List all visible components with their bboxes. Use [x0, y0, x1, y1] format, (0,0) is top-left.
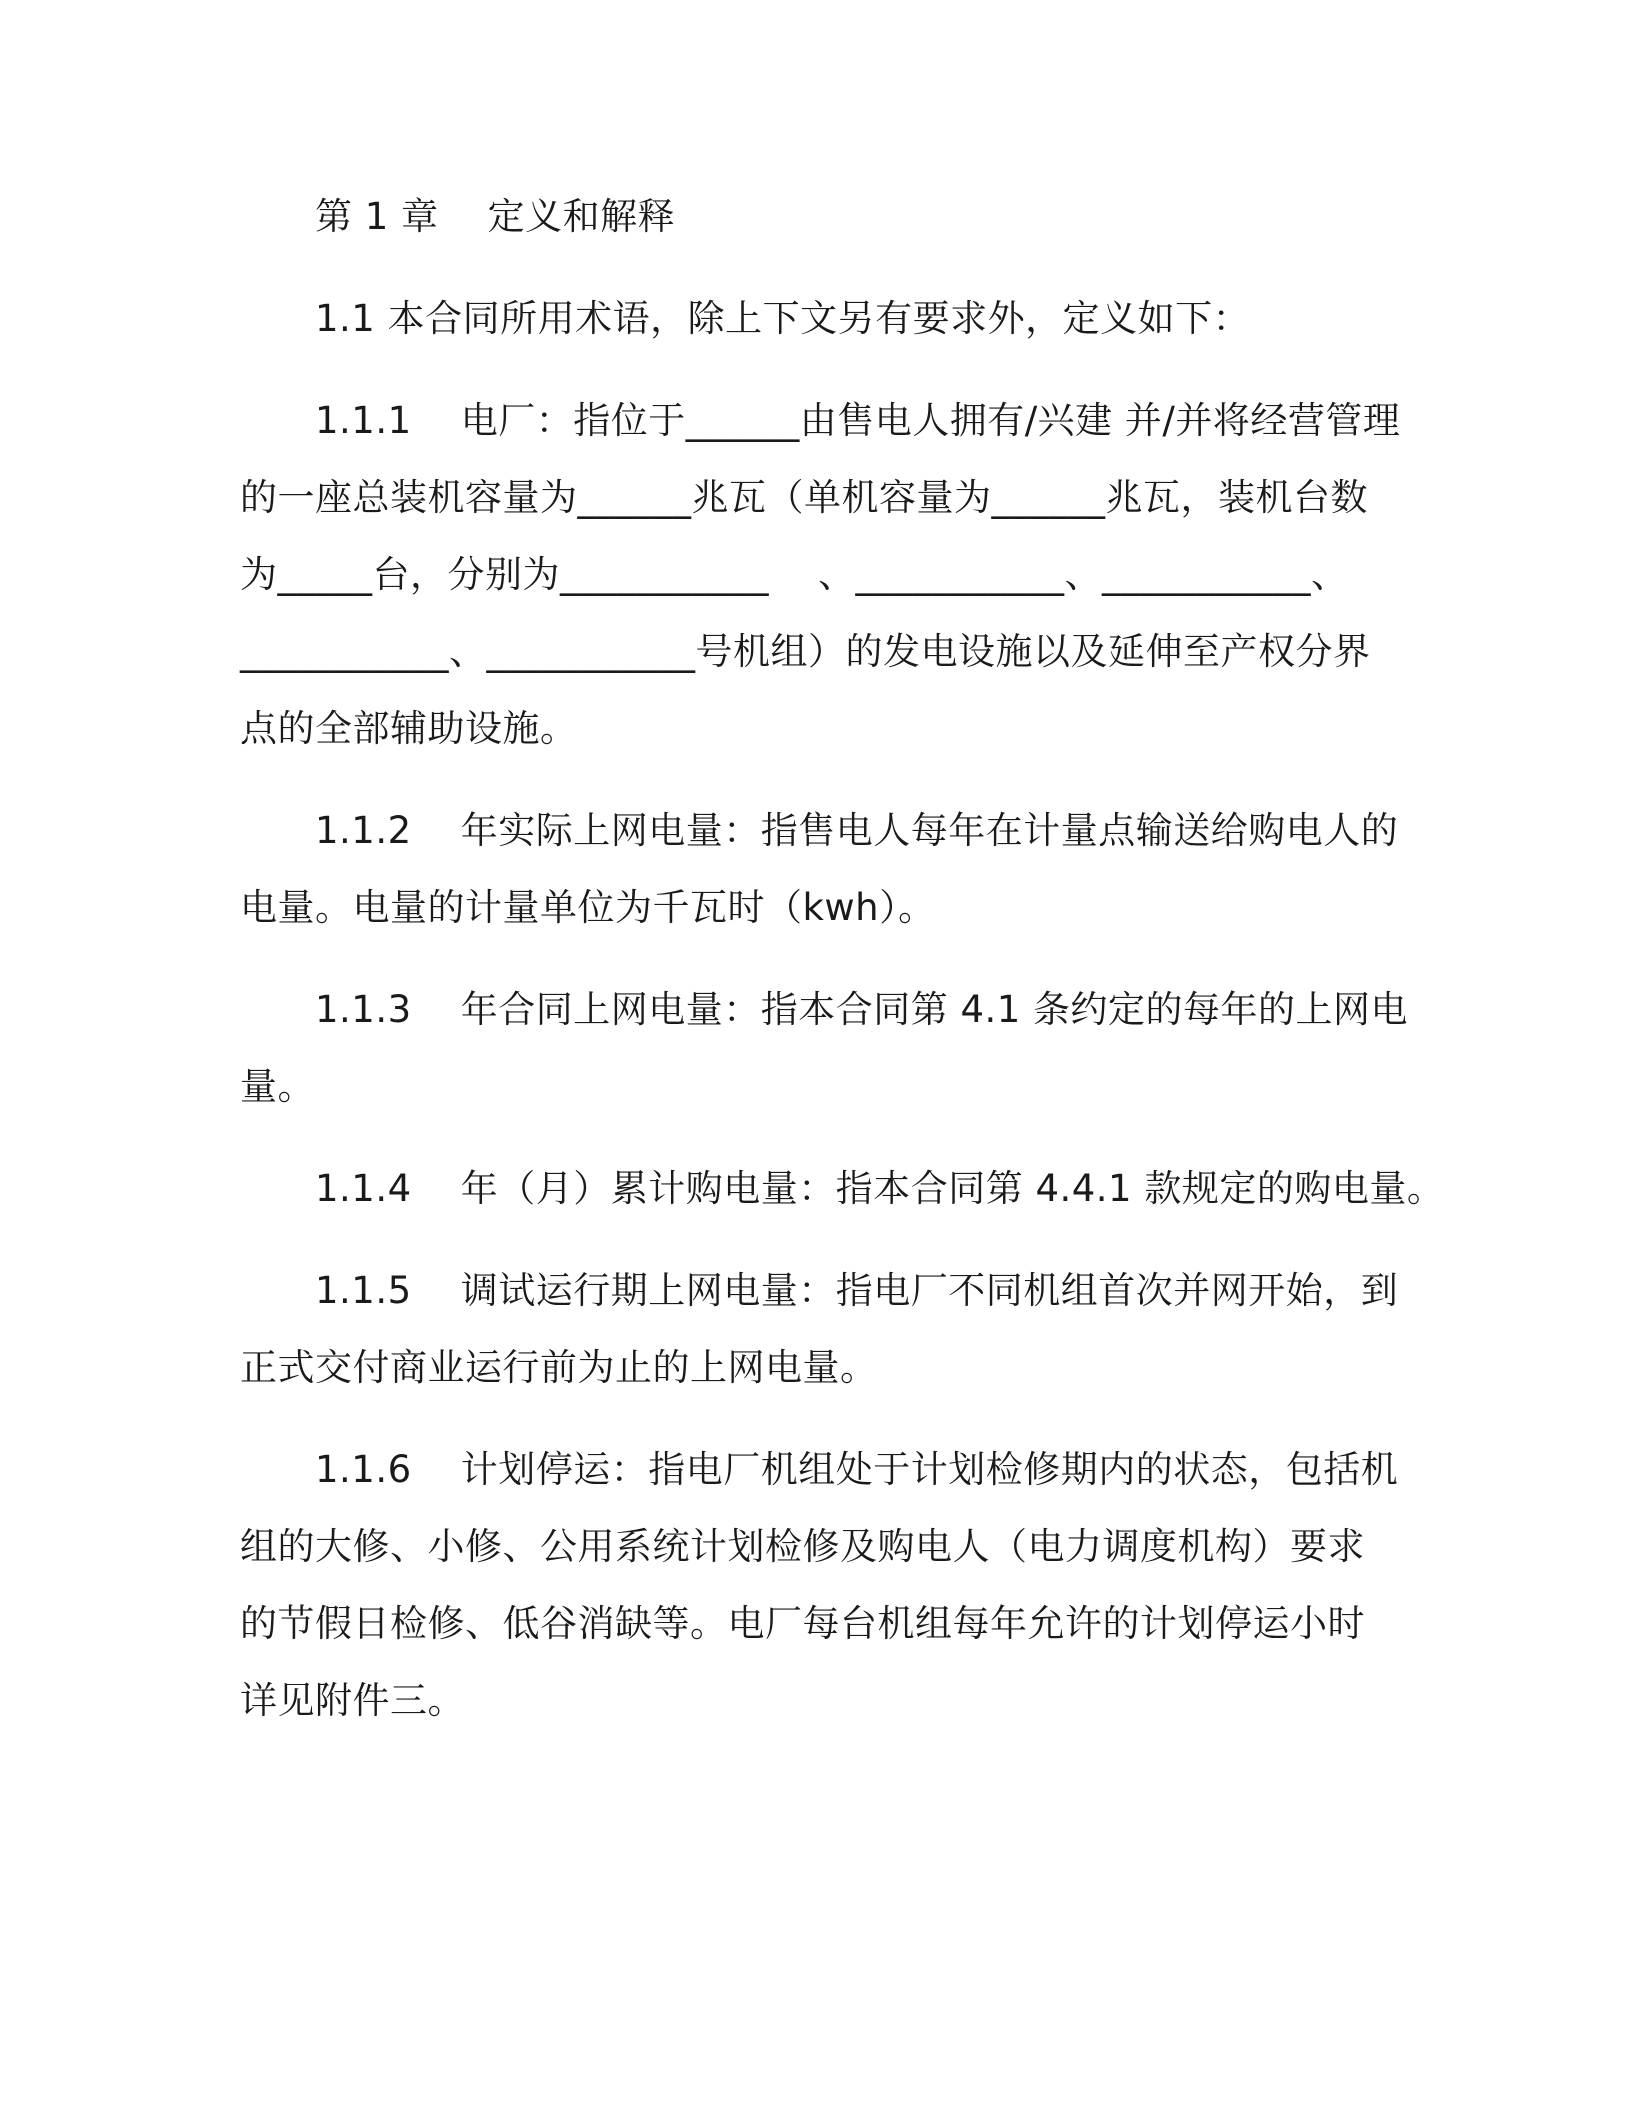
clause-1-1-1-line-5: 点的全部辅助设施。: [240, 707, 578, 750]
clause-1-1-6-line-3: 的节假日检修、低谷消缺等。电厂每台机组每年允许的计划停运小时: [240, 1602, 1365, 1645]
clause-1-1-1-line-2: 的一座总装机容量为______兆瓦（单机容量为______兆瓦，装机台数: [240, 476, 1368, 519]
clause-1-1-1-line-1: 1.1.1 电厂：指位于______由售电人拥有/兴建 并/并将经营管理: [315, 399, 1401, 442]
clause-1-1-6-line-2: 组的大修、小修、公用系统计划检修及购电人（电力调度机构）要求: [240, 1525, 1365, 1568]
clause-1-1-1-line-4: ___________、___________号机组）的发电设施以及延伸至产权分界: [240, 630, 1371, 673]
clause-1-1-3-line-2: 量。: [240, 1065, 315, 1108]
clause-1-1-6-line-4: 详见附件三。: [240, 1679, 465, 1722]
clause-1-1-1-line-3: 为_____台，分别为___________ 、___________、___________、: [240, 553, 1349, 596]
chapter-title: 第 1 章 定义和解释: [315, 195, 676, 238]
clause-1-1-5-line-1: 1.1.5 调试运行期上网电量：指电厂不同机组首次并网开始，到: [315, 1269, 1399, 1312]
clause-1-1-3-line-1: 1.1.3 年合同上网电量：指本合同第 4.1 条约定的每年的上网电: [315, 988, 1409, 1031]
clause-1-1-5-line-2: 正式交付商业运行前为止的上网电量。: [240, 1346, 878, 1389]
clause-1-1-2-line-1: 1.1.2 年实际上网电量：指售电人每年在计量点输送给购电人的: [315, 809, 1399, 852]
clause-1-1-2-line-2: 电量。电量的计量单位为千瓦时（kwh）。: [240, 886, 936, 929]
intro-paragraph: 1.1 本合同所用术语，除上下文另有要求外，定义如下：: [315, 297, 1251, 340]
clause-1-1-6-line-1: 1.1.6 计划停运：指电厂机组处于计划检修期内的状态，包括机: [315, 1448, 1399, 1491]
clause-1-1-4-line-1: 1.1.4 年（月）累计购电量：指本合同第 4.4.1 款规定的购电量。: [315, 1167, 1445, 1210]
